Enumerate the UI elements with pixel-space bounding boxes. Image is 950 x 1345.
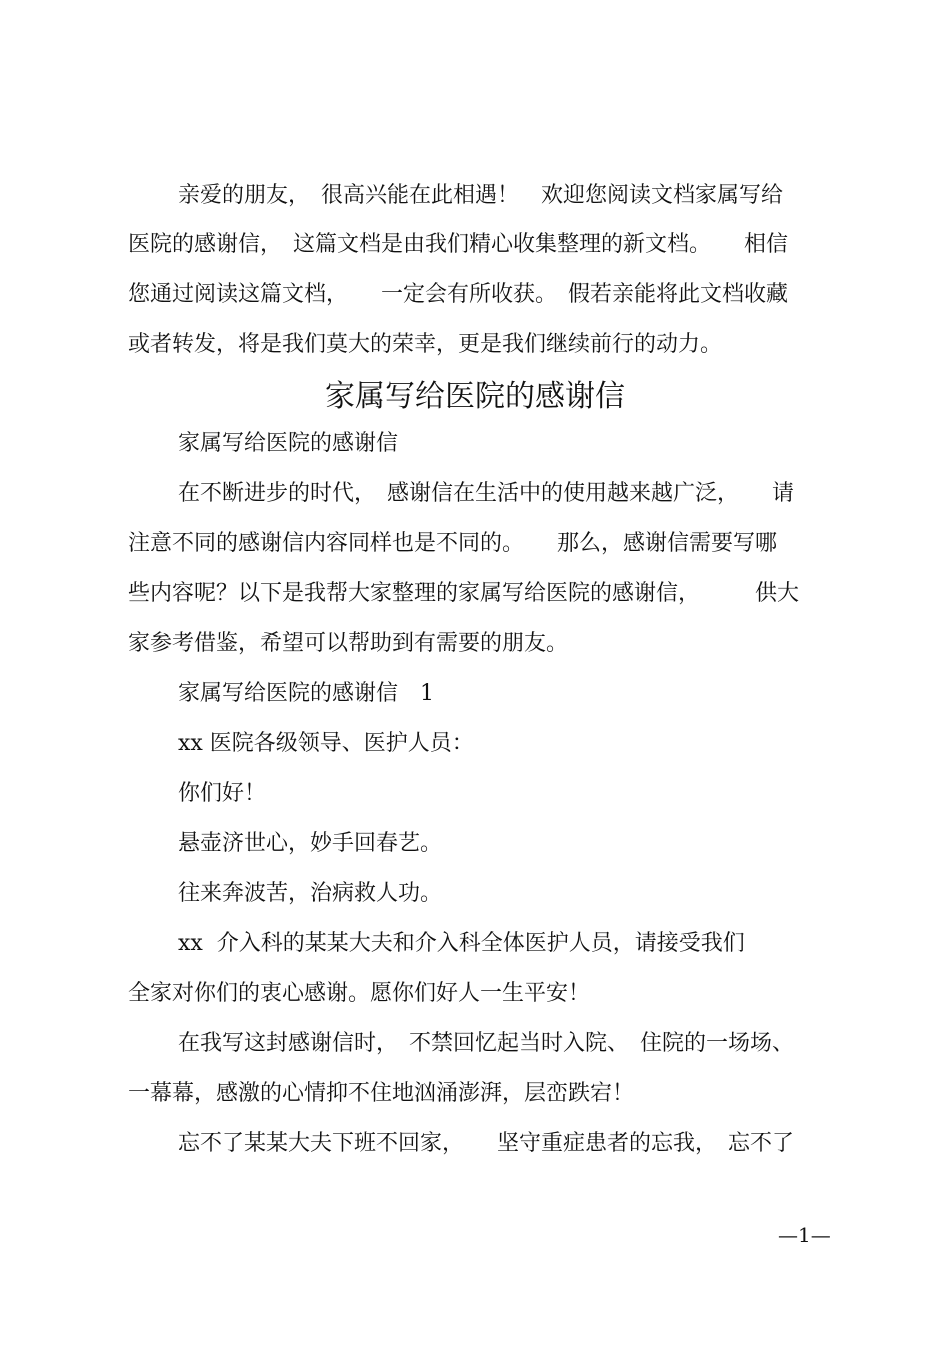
letter-line-2: 全家对你们的衷心感谢。愿你们好人一生平安！	[128, 981, 591, 1006]
document-title: 家属写给医院的感谢信	[325, 379, 625, 414]
intro-line-4: 或者转发，将是我们莫大的荣幸，更是我们继续前行的动力。	[128, 332, 723, 357]
intro-line-3: 您通过阅读这篇文档， 一定会有所收获。 假若亲能将此文档收藏	[128, 282, 789, 307]
intro-line-1: 亲爱的朋友， 很高兴能在此相遇！ 欢迎您阅读文档家属写给	[178, 183, 784, 208]
body-line-3: 些内容呢？以下是我帮大家整理的家属写给医院的感谢信， 供大	[128, 581, 800, 606]
letter-line-1: xx 介入科的某某大夫和介入科全体医护人员，请接受我们	[178, 931, 745, 956]
body-line-2: 注意不同的感谢信内容同样也是不同的。 那么，感谢信需要写哪	[128, 531, 778, 556]
letter-greeting: 你们好！	[178, 781, 267, 806]
subtitle-line: 家属写给医院的感谢信	[178, 431, 399, 456]
page-number: —1—	[778, 1223, 831, 1247]
letter-verse-2: 往来奔波苦，治病救人功。	[178, 881, 443, 906]
letter-heading: 家属写给医院的感谢信 1	[178, 681, 434, 706]
body-line-4: 家参考借鉴，希望可以帮助到有需要的朋友。	[128, 631, 569, 656]
letter-line-5: 忘不了某某大夫下班不回家， 坚守重症患者的忘我， 忘不了	[178, 1131, 795, 1156]
body-line-1: 在不断进步的时代， 感谢信在生活中的使用越来越广泛， 请	[178, 481, 795, 506]
letter-line-4: 一幕幕，感激的心情抑不住地汹涌澎湃，层峦跌宕！	[128, 1081, 635, 1106]
letter-verse-1: 悬壶济世心，妙手回春艺。	[178, 831, 443, 856]
letter-salutation: xx 医院各级领导、医护人员：	[178, 731, 474, 756]
letter-line-3: 在我写这封感谢信时， 不禁回忆起当时入院、 住院的一场场、	[178, 1031, 795, 1056]
intro-line-2: 医院的感谢信， 这篇文档是由我们精心收集整理的新文档。 相信	[128, 232, 789, 257]
